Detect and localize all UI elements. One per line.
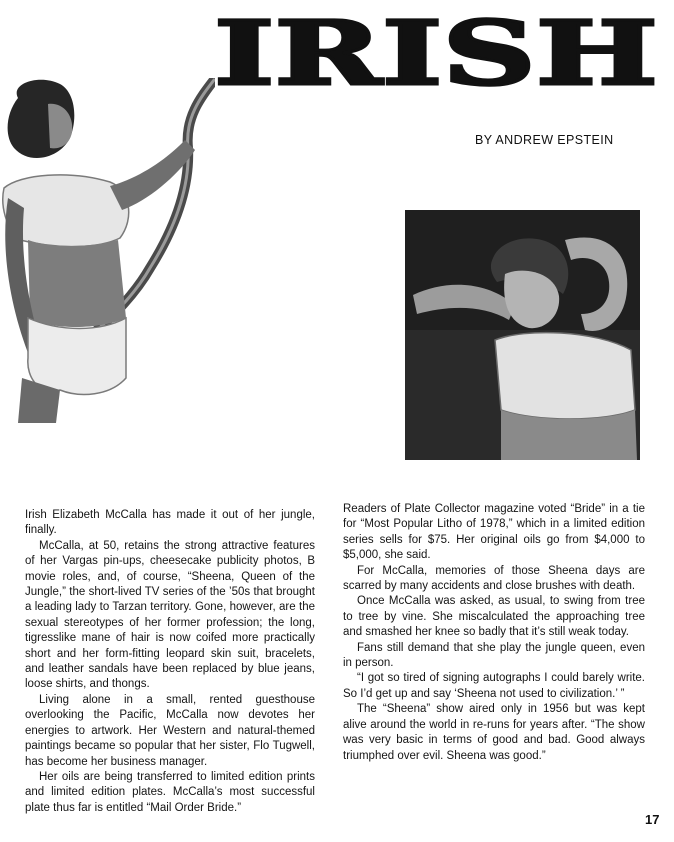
paragraph: Readers of Plate Collector magazine voted “Bride” in a tie for “Most Popular Litho of 1978,” which in a limited edition series sells for $75. Her original oils go from $4,000 to $5,000, she said. [343,503,645,562]
title-text: IRISH [214,8,658,98]
woman-with-vine-photo [0,78,215,423]
article-body-left-column [25,508,315,816]
paragraph: For McCalla, memories of those Sheena days are scarred by many accidents and close brushes with death. [343,564,645,593]
paragraph: Her oils are being transferred to limited edition prints and limited edition plates. McCalla’s most successful plate thus far is entitled “Mail Order Bride.” [25,770,315,814]
paragraph: McCalla, at 50, retains the strong attractive features of her Vargas pin-ups, cheesecake publicity photos, B movie roles, and, of course, “Sheena, Queen of the Jungle,” the short-lived TV series of the ’50s that brought a leading lady to Tarzan territory. Gone, however, are the sexual stereotypes of her former profession; the long, tigresslike mane of hair is now coifed more practically short and her form-fitting leopard skin suit, bracelets, and leather sandals have been replaced by blue jeans, loose shirts, and thongs. [25,539,315,691]
article-body-right-column [343,502,645,764]
paragraph: The “Sheena” show aired only in 1956 but was kept alive around the world in re-runs for years after. “The show was very basic in terms of good and bad. Good always triumphed over evil. Sheena was good.” [343,703,645,762]
paragraph: Once McCalla was asked, as usual, to swing from tree to tree by vine. She miscalculated the approaching tree and smashed her knee so badly that it’s still weak today. [343,595,645,639]
article-title [206,8,666,98]
page-number: 17 [645,812,660,827]
byline: BY ANDREW EPSTEIN [475,133,614,147]
paragraph: Irish Elizabeth McCalla has made it out of her jungle, finally. [25,509,315,537]
title-wordmark [206,8,666,98]
paragraph: Living alone in a small, rented guesthouse overlooking the Pacific, McCalla now devotes her energies to artwork. Her Western and natural-themed paintings became so popular that her sister, Flo Tugwell, has become her business manager. [25,693,315,768]
paragraph: “I got so tired of signing autographs I could barely write. So I’d get up and say ‘Sheena not used to civilization.’ ” [343,672,645,700]
woman-arms-raised-photo [405,210,640,460]
paragraph: Fans still demand that she play the jungle queen, even in person. [343,641,645,670]
